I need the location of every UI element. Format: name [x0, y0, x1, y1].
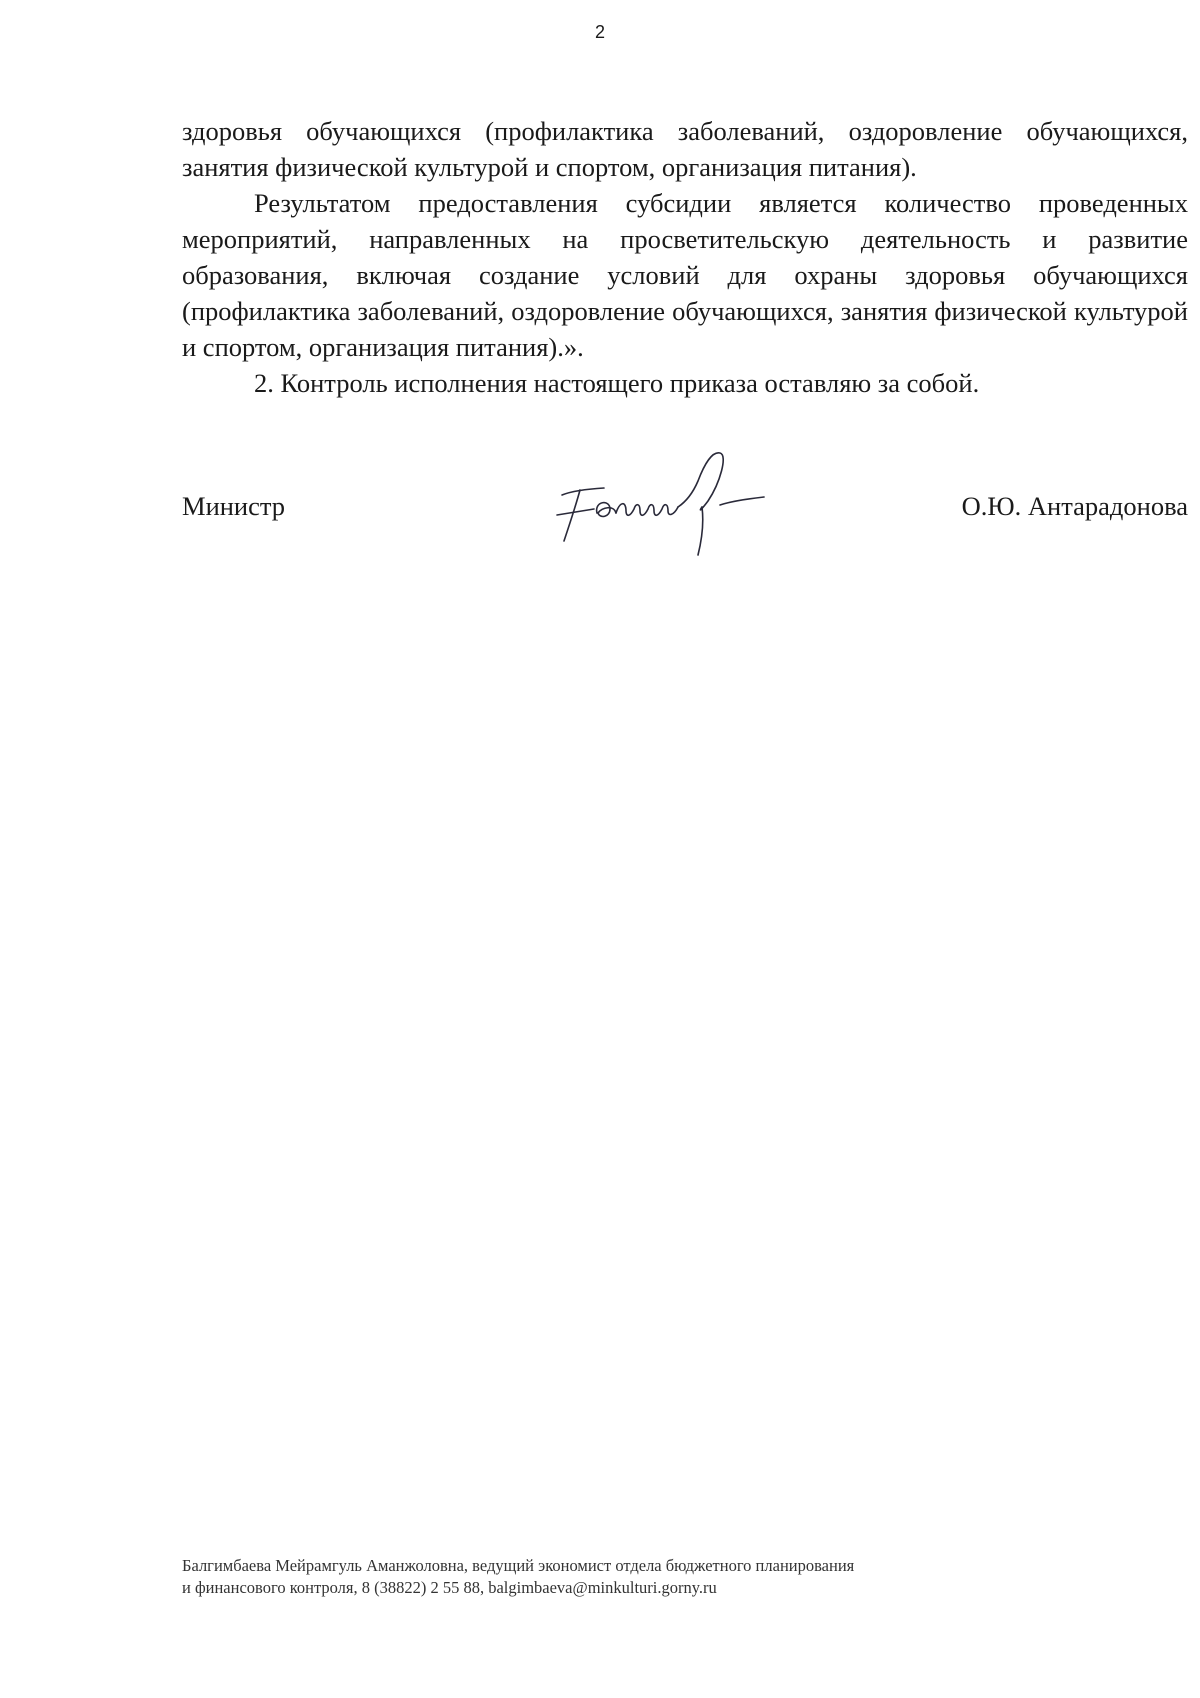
paragraph-continuation: здоровья обучающихся (профилактика заболеваний, оздоровление обучающихся, занятия физической культурой и спортом, организация питания). — [182, 116, 1188, 182]
paragraph-control-clause: 2. Контроль исполнения настоящего приказа оставляю за собой. — [254, 368, 980, 398]
document-body — [182, 113, 1188, 401]
handwritten-signature — [542, 443, 802, 563]
signatory-name: О.Ю. Антарадонова — [961, 491, 1188, 521]
executor-contact-footer — [182, 1555, 1082, 1599]
signature-block — [182, 488, 1188, 548]
page-number: 2 — [594, 22, 605, 42]
paragraph-subsidy-result: Результатом предоставления субсидии является количество проведенных мероприятий, направленных на просветительскую деятельность и развитие образования, включая создание условий для охраны здоровья обучающихся (профилактика заболеваний, оздоровление обучающихся, занятия физической культурой и спортом, организация питания).». — [182, 188, 1188, 362]
footer-line-2: и финансового контроля, 8 (38822) 2 55 88, balgimbaeva@minkulturi.gorny.ru — [182, 1578, 717, 1597]
signatory-title: Министр — [182, 491, 286, 521]
footer-line-1: Балгимбаева Мейрамгуль Аманжоловна, ведущий экономист отдела бюджетного планирования — [182, 1556, 855, 1575]
